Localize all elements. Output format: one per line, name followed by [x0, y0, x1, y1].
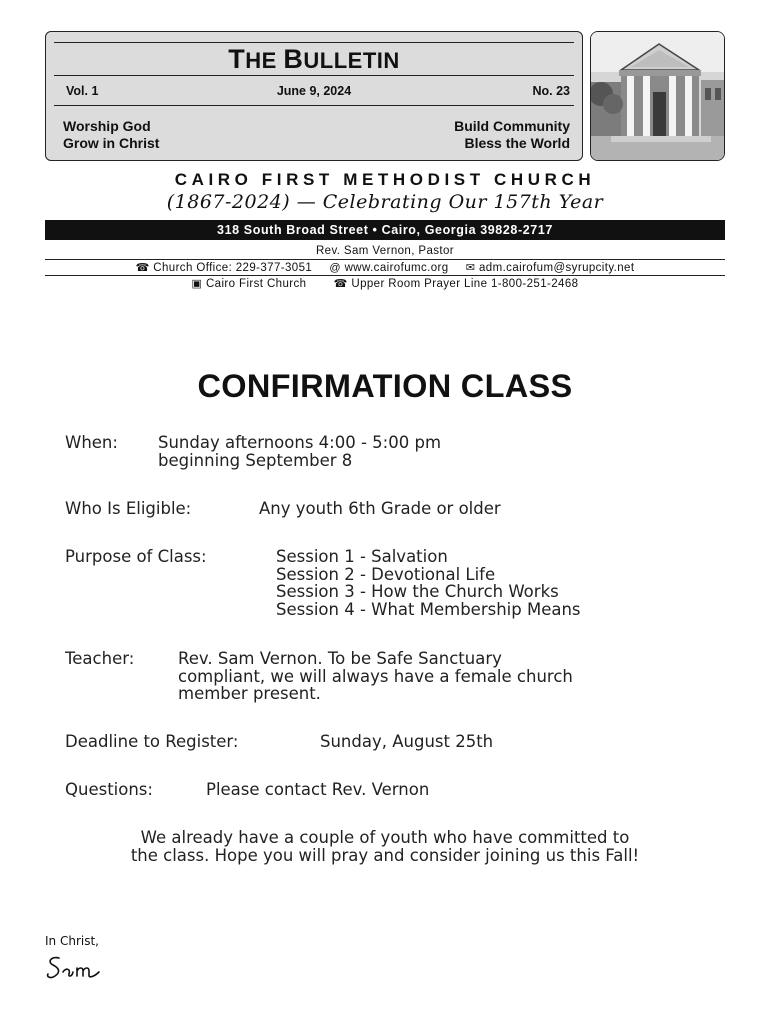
masthead-rule: [54, 105, 574, 106]
purpose-label: Purpose of Class:: [65, 547, 207, 566]
when-label: When:: [65, 433, 118, 452]
volume-label: Vol. 1: [66, 84, 99, 98]
session-item: Session 2 - Devotional Life: [276, 564, 496, 584]
phone-icon: ☎: [333, 278, 348, 290]
deadline-label: Deadline to Register:: [65, 732, 239, 751]
email-link[interactable]: adm.cairofum@syrupcity.net: [479, 262, 635, 274]
motto-right: Build Community Bless the World: [454, 118, 570, 151]
teacher-line: member present.: [178, 684, 321, 703]
questions-label: Questions:: [65, 780, 153, 799]
pastor-line: Rev. Sam Vernon, Pastor: [315, 245, 455, 257]
signoff: In Christ,: [45, 934, 99, 948]
phone-icon: ☎: [135, 262, 150, 274]
teacher-line: compliant, we will always have a female church: [178, 666, 573, 686]
deadline-value: Sunday, August 25th: [320, 732, 494, 751]
church-address: 318 South Broad Street • Cairo, Georgia 39828-2717: [45, 220, 725, 240]
facebook-page[interactable]: Cairo First Church: [205, 278, 307, 290]
teacher-label: Teacher:: [65, 649, 135, 668]
session-item: Session 4 - What Membership Means: [276, 599, 581, 619]
church-office: Church Office: 229-377-3051: [153, 262, 313, 274]
session-item: Session 3 - How the Church Works: [276, 582, 559, 601]
session-item: Session 1 - Salvation: [276, 547, 448, 566]
signature: [45, 952, 125, 986]
contact-line: [45, 261, 725, 274]
masthead: [45, 31, 583, 161]
when-line-1: Sunday afternoons 4:00 - 5:00 pm: [158, 433, 442, 452]
church-anniversary: (1867-2024) — Celebrating Our 157th Year: [166, 191, 604, 213]
page-title: CONFIRMATION CLASS: [197, 368, 573, 404]
questions-value: Please contact Rev. Vernon: [206, 780, 430, 799]
contact-line-2: [45, 277, 725, 290]
at-icon: @: [329, 262, 341, 274]
closing-paragraph: We already have a couple of youth who have committed to the class. Hope you will pray and consider joining us this Fall!: [130, 828, 640, 865]
church-photo: [590, 31, 725, 161]
issue-number: No. 23: [532, 84, 570, 98]
bulletin-title: THE BULLETIN: [228, 44, 400, 74]
eligible-label: Who Is Eligible:: [65, 499, 192, 518]
prayer-line: Upper Room Prayer Line 1-800-251-2468: [351, 278, 579, 290]
teacher-line: Rev. Sam Vernon. To be Safe Sanctuary: [178, 649, 502, 668]
envelope-icon: ✉: [465, 262, 476, 274]
masthead-rule: [54, 75, 574, 76]
divider: [45, 275, 725, 276]
when-line-2: beginning September 8: [158, 451, 353, 470]
masthead-rule: [54, 42, 574, 43]
divider: [45, 259, 725, 260]
facebook-icon: ▣: [191, 278, 203, 290]
issue-date: June 9, 2024: [276, 84, 352, 98]
website-link[interactable]: www.cairofumc.org: [344, 262, 449, 274]
eligible-value: Any youth 6th Grade or older: [259, 499, 501, 518]
motto-left: Worship God Grow in Christ: [63, 118, 160, 151]
church-name: CAIRO FIRST METHODIST CHURCH: [174, 170, 596, 189]
